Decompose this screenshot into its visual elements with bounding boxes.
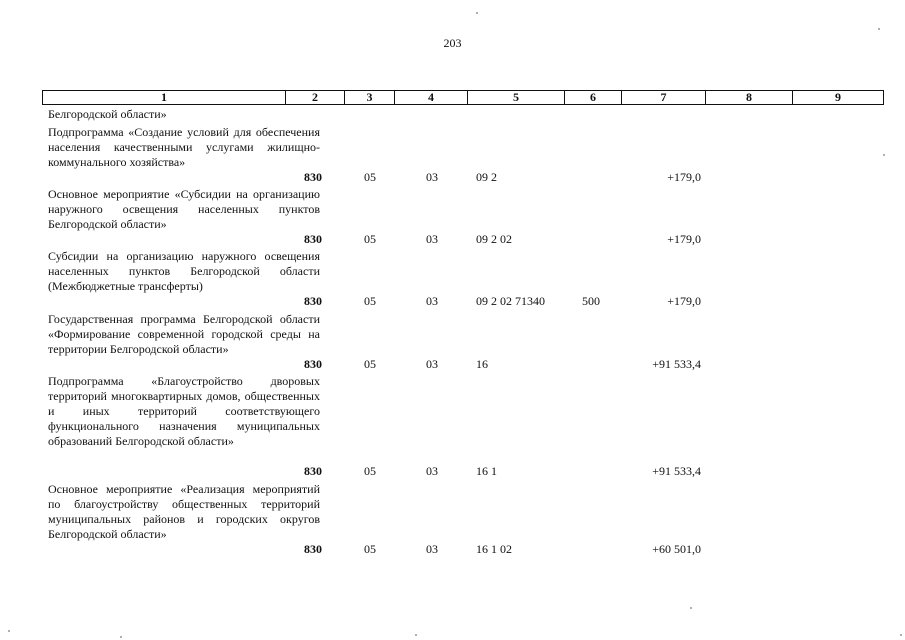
- row-section: 05: [364, 542, 376, 556]
- row-name: Государственная программа Белгородской области «Формирование современной городской среды на территории Белгородской области»: [48, 312, 320, 356]
- table-header: [42, 90, 884, 105]
- row-amount: +60 501,0: [652, 542, 701, 556]
- row-code-830: 830: [304, 464, 322, 478]
- row-name: Субсидии на организацию наружного освещения населенных пунктов Белгородской области (Межбюджетные трансферты): [48, 249, 320, 293]
- row-name: Основное мероприятие «Реализация мероприятий по благоустройству общественных территорий муниципальных районов и городских округов Белгородской области»: [48, 482, 320, 541]
- header-col-5: 5: [468, 91, 565, 104]
- row-code-830: 830: [304, 232, 322, 246]
- scan-speck: [415, 634, 417, 636]
- header-col-4: 4: [395, 91, 468, 104]
- row-amount: +91 533,4: [652, 357, 701, 371]
- scan-speck: [900, 634, 902, 636]
- scan-speck: [476, 12, 478, 14]
- row-subsection: 03: [426, 232, 438, 246]
- row-subsection: 03: [426, 170, 438, 184]
- row-amount: +91 533,4: [652, 464, 701, 478]
- header-col-3: 3: [345, 91, 395, 104]
- row-name: Белгородской области»: [48, 107, 167, 121]
- row-name: Подпрограмма «Благоустройство дворовых территорий многоквартирных домов, общественных и иных территорий соответствующего функционального назначения муниципальных образований Белгородской области»: [48, 374, 320, 448]
- row-target-article: 16: [476, 357, 488, 371]
- header-col-9: 9: [835, 90, 841, 104]
- row-section: 05: [364, 232, 376, 246]
- row-subsection: 03: [426, 542, 438, 556]
- row-target-article: 09 2 02: [476, 232, 512, 246]
- scan-speck: [883, 154, 885, 156]
- row-target-article: 16 1 02: [476, 542, 512, 556]
- row-code-830: 830: [304, 357, 322, 371]
- header-col-2: 2: [286, 91, 345, 104]
- row-subsection: 03: [426, 294, 438, 308]
- row-code-830: 830: [304, 170, 322, 184]
- row-section: 05: [364, 170, 376, 184]
- row-code-830: 830: [304, 542, 322, 556]
- row-name: Основное мероприятие «Субсидии на организацию наружного освещения населенных пунктов Белгородской области»: [48, 187, 320, 231]
- row-name: Подпрограмма «Создание условий для обеспечения населения качественными услугами жилищно-коммунального хозяйства»: [48, 125, 320, 169]
- row-expense-type: 500: [582, 294, 600, 308]
- scan-speck: [878, 28, 880, 30]
- header-col-7: 7: [622, 91, 706, 104]
- row-amount: +179,0: [667, 170, 701, 184]
- row-subsection: 03: [426, 357, 438, 371]
- scan-speck: [690, 607, 692, 609]
- row-code-830: 830: [304, 294, 322, 308]
- row-target-article: 09 2 02 71340: [476, 294, 545, 308]
- scan-speck: [120, 636, 122, 638]
- header-col-1: 1: [43, 91, 286, 104]
- row-section: 05: [364, 357, 376, 371]
- row-target-article: 09 2: [476, 170, 497, 184]
- row-target-article: 16 1: [476, 464, 497, 478]
- row-subsection: 03: [426, 464, 438, 478]
- row-amount: +179,0: [667, 294, 701, 308]
- row-section: 05: [364, 464, 376, 478]
- page-number: 203: [443, 36, 462, 50]
- header-col-8: 8: [706, 91, 793, 104]
- scan-speck: [8, 630, 10, 632]
- row-amount: +179,0: [667, 232, 701, 246]
- header-col-6: 6: [565, 91, 622, 104]
- row-section: 05: [364, 294, 376, 308]
